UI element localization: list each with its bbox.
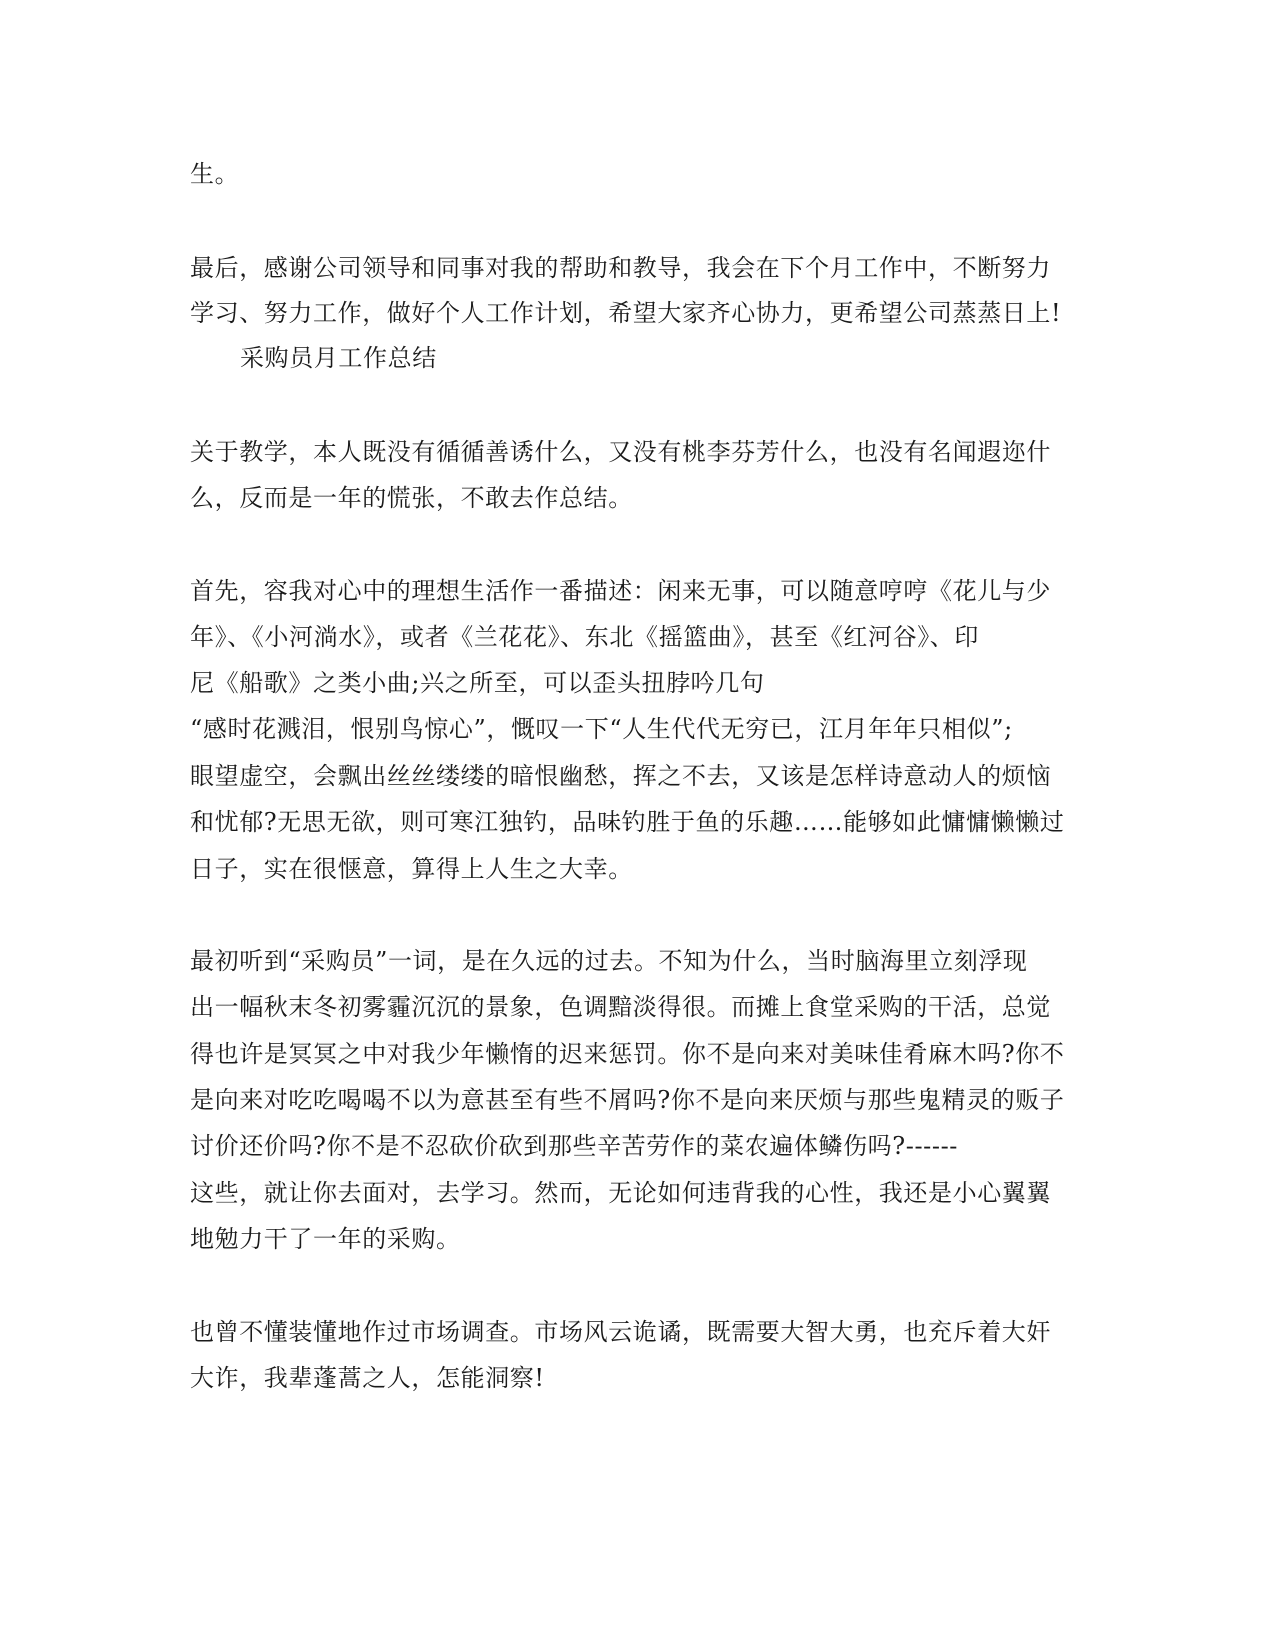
text-line: 地勉力干了一年的采购。 [190,1225,461,1253]
text-line: 是向来对吃吃喝喝不以为意甚至有些不屑吗?你不是向来厌烦与那些鬼精灵的贩子 [190,1086,1065,1114]
text-line: 大诈，我辈蓬蒿之人，怎能洞察! [190,1364,545,1392]
text-line: 年》、《小河淌水》，或者《兰花花》、东北《摇篮曲》，甚至《红河谷》、印 [190,623,979,651]
text-line: 这些，就让你去面对，去学习。然而，无论如何违背我的心性，我还是小心翼翼 [190,1179,1051,1207]
text-line: 讨价还价吗?你不是不忍砍价砍到那些辛苦劳作的菜农遍体鳞伤吗?------ [190,1132,958,1160]
text-line: “感时花溅泪，恨别鸟惊心”，慨叹一下“人生代代无穷已，江月年年只相似”; [190,715,1013,743]
text-line: 生。 [190,160,240,188]
text-line: 也曾不懂装懂地作过市场调查。市场风云诡谲，既需要大智大勇，也充斥着大奸 [190,1318,1051,1346]
text-line: 得也许是冥冥之中对我少年懒惰的迟来惩罚。你不是向来对美味佳肴麻木吗?你不 [190,1040,1065,1068]
text-line: 和忧郁?无思无欲，则可寒江独钓，品味钓胜于鱼的乐趣……能够如此慵慵懒懒过 [190,808,1065,836]
text-line: 最后，感谢公司领导和同事对我的帮助和教导，我会在下个月工作中，不断努力 [190,254,1051,282]
text-line: 么，反而是一年的慌张，不敢去作总结。 [190,484,633,512]
text-line: 学习、努力工作，做好个人工作计划，希望大家齐心协力，更希望公司蒸蒸日上! [190,299,1062,327]
text-line: 日子，实在很惬意，算得上人生之大幸。 [190,855,633,883]
text-line: 首先，容我对心中的理想生活作一番描述：闲来无事，可以随意哼哼《花儿与少 [190,577,1051,605]
text-line: 最初听到“采购员”一词，是在久远的过去。不知为什么，当时脑海里立刻浮现 [190,947,1028,975]
text-line: 尼《船歌》之类小曲;兴之所至，可以歪头扭脖吟几句 [190,669,765,697]
text-line: 关于教学，本人既没有循循善诱什么，又没有桃李芬芳什么，也没有名闻遐迩什 [190,438,1051,466]
text-line: 眼望虚空，会飘出丝丝缕缕的暗恨幽愁，挥之不去，又该是怎样诗意动人的烦恼 [190,762,1051,790]
text-line: 出一幅秋末冬初雾霾沉沉的景象，色调黯淡得很。而摊上食堂采购的干活，总觉 [190,993,1051,1021]
section-title: 采购员月工作总结 [240,344,437,372]
